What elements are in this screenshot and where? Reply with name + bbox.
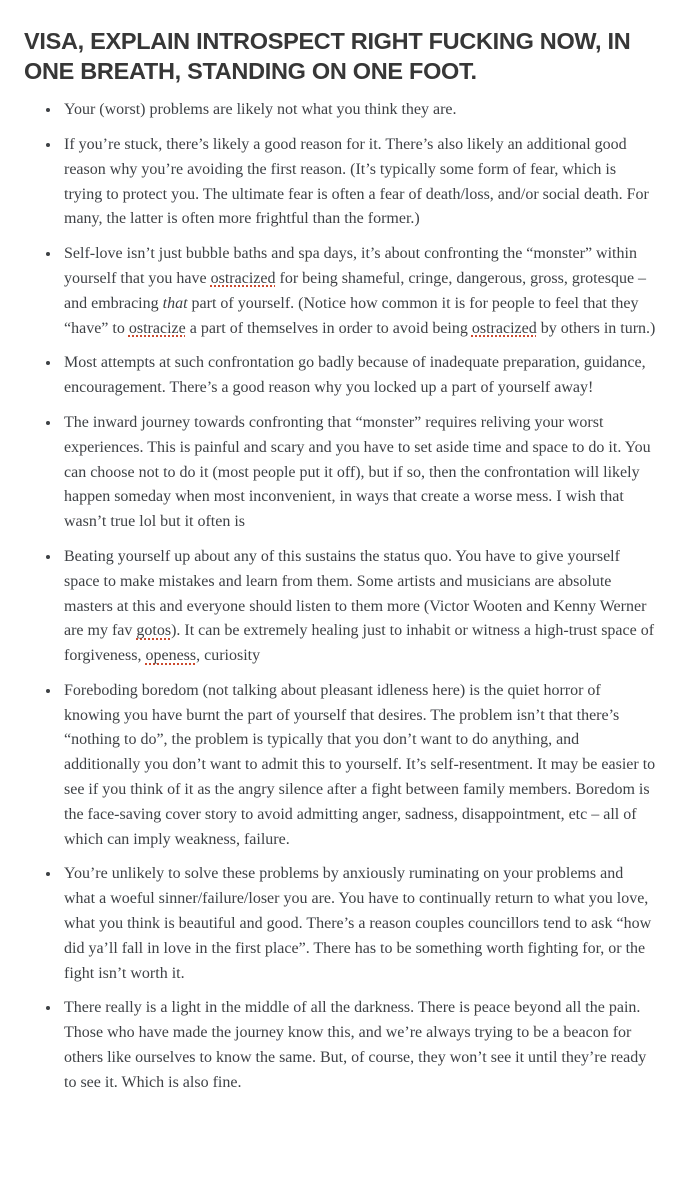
misspelled-word: ostracized (210, 269, 276, 287)
bullet-list (24, 98, 658, 1095)
misspelled-word: ostracized (471, 319, 537, 337)
text-segment: Your (worst) problems are likely not what you think they are. (64, 101, 457, 119)
text-segment: Beating yourself up about any of this sustains the status quo. You have to give yourself space to make mistakes and learn from them. Some artists and musicians are absolute masters at this and everyone should listen to them more (Victor Wooten and Kenny Werner are my fav (64, 547, 647, 640)
text-segment: Most attempts at such confrontation go badly because of inadequate preparation, guidance, encouragement. There’s a good reason why you locked up a part of yourself away! (64, 354, 646, 397)
text-segment: for being shameful, cringe, dangerous, gross, grotesque – and embracing (64, 269, 647, 312)
list-item (61, 411, 658, 535)
list-item (61, 242, 658, 341)
misspelled-word: gotos (136, 622, 172, 640)
misspelled-word: ostracize (128, 319, 186, 337)
list-item (61, 996, 658, 1095)
text-segment: Foreboding boredom (not talking about pleasant idleness here) is the quiet horror of knowing you have burnt the part of yourself that desires. The problem isn’t that there’s “nothing to do”, the problem is typically that you don’t want to do anything, and additionally you don’t want to admit this to yourself. It’s self-resentment. It may be easier to see if you think of it as the angry silence after a fight between family members. Boredom is the face-saving cover story to avoid admitting anger, sadness, disappointment, etc – all of which can imply weakness, failure. (64, 681, 656, 848)
text-segment: Self-love isn’t just bubble baths and spa days, it’s about confronting the “monster” within yourself that you have (64, 245, 637, 287)
text-segment: The inward journey towards confronting that “monster” requires reliving your worst experiences. This is painful and scary and you have to set aside time and space to do it. You can choose not to do it (most people put it off), but if so, then the confrontation will likely happen someday when most inconvenient, in ways that create a worse mess. I wish that wasn’t true lol but it often is (64, 413, 651, 531)
list-item (61, 98, 658, 123)
emphasized-text: that (162, 294, 188, 312)
list-item (61, 862, 658, 986)
text-segment: , curiosity (196, 647, 261, 665)
list-item (61, 351, 658, 401)
text-segment: ). It can be extremely healing just to inhabit or witness a high-trust space of forgiveness, (64, 622, 655, 665)
text-segment: a part of themselves in order to avoid being (185, 319, 472, 337)
page-title: VISA, EXPLAIN INTROSPECT RIGHT FUCKING NOW, IN ONE BREATH, STANDING ON ONE FOOT. (24, 28, 631, 85)
text-segment: You’re unlikely to solve these problems by anxiously ruminating on your problems and what a woeful sinner/failure/loser you are. You have to continually return to what you love, what you think is beautiful and good. There’s a reason couples councillors tend to ask “how did ya’ll fall in love in the first place”. There has to be something worth fighting for, or the fight isn’t worth it. (64, 865, 652, 982)
text-segment: part of yourself. (Notice how common it is for people to feel that they “have” to (64, 294, 639, 337)
text-segment: If you’re stuck, there’s likely a good reason for it. There’s also likely an additional good reason why you’re avoiding the first reason. (It’s typically some form of fear, which is trying to protect you. The ultimate fear is often a fear of death/loss, and/or social death. For many, the latter is often more frightful than the former.) (64, 135, 649, 228)
text-segment: by others in turn.) (536, 319, 656, 337)
list-item (61, 545, 658, 669)
text-segment: There really is a light in the middle of all the darkness. There is peace beyond all the pain. Those who have made the journey know this, and we’re always trying to be a beacon for others like ourselves to know the same. But, of course, they won’t see it until they’re ready to see it. Which is also fine. (64, 999, 647, 1091)
list-item (61, 133, 658, 232)
misspelled-word: openess (145, 647, 197, 665)
list-item (61, 679, 658, 853)
